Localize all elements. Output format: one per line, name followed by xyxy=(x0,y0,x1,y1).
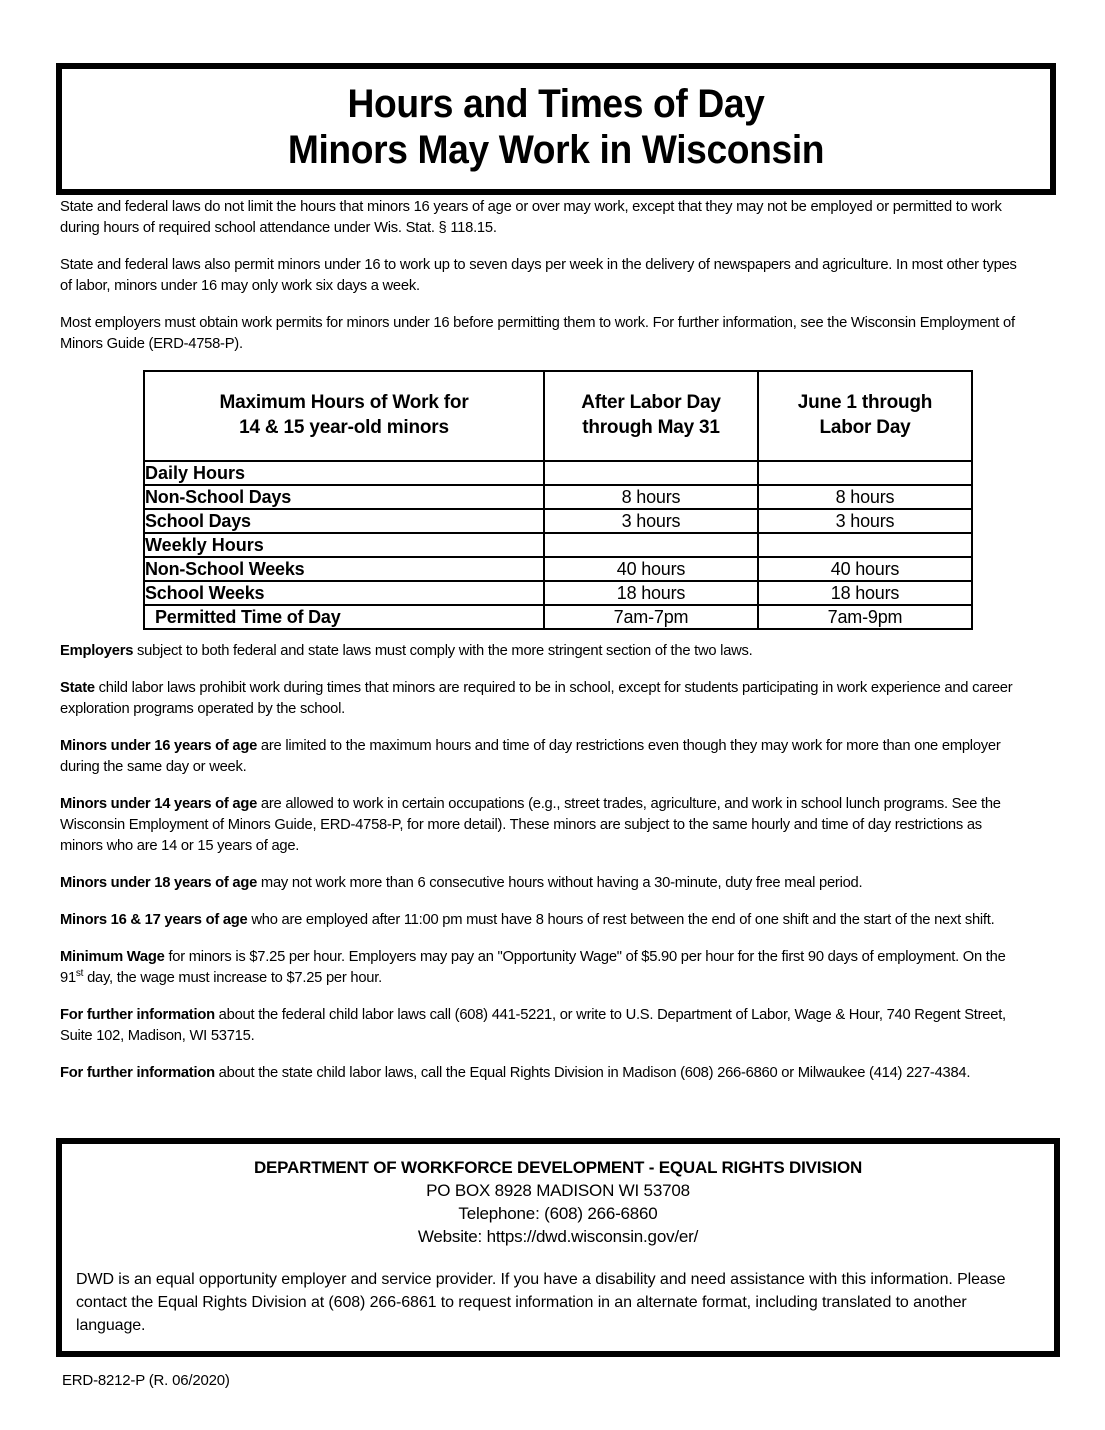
table-cell-june-labor-day: 40 hours xyxy=(758,557,972,581)
paragraph-lead: State xyxy=(60,679,95,696)
footer-address: PO BOX 8928 MADISON WI 53708 xyxy=(426,1181,690,1200)
table-cell-after-labor-day: 7am-7pm xyxy=(544,605,758,629)
footer-website: Website: https://dwd.wisconsin.gov/er/ xyxy=(417,1227,699,1246)
title-box xyxy=(56,63,1056,195)
paragraph-lead: For further information xyxy=(60,1064,215,1081)
table-header-june-labor-day-line1: June 1 through xyxy=(797,392,933,413)
table-cell-label: Non-School Days xyxy=(144,485,544,509)
paragraph-lead: For further information xyxy=(60,1006,215,1023)
paragraph-text: child labor laws prohibit work during times that minors are required to be in school, except for students participating in work experience and career exploration programs operated by the school. xyxy=(60,679,1013,717)
table-cell-label: Permitted Time of Day xyxy=(144,605,544,629)
body-paragraph-minors-under-16 xyxy=(60,735,1026,777)
table-header-after-labor-day-line1: After Labor Day xyxy=(581,392,721,413)
ordinal-suffix: st xyxy=(75,967,84,979)
intro-paragraph-3: Most employers must obtain work permits for minors under 16 before permitting them to work. For further information, see the Wisconsin Employment of Minors Guide (ERD-4758-P). xyxy=(60,314,1015,352)
table-cell-june-labor-day xyxy=(758,461,972,485)
table-row xyxy=(144,485,972,509)
paragraph-lead: Minors under 16 years of age xyxy=(60,737,258,754)
paragraph-lead: Employers xyxy=(60,642,134,659)
intro-paragraph-2: State and federal laws also permit minors under 16 to work up to seven days per week in the delivery of newspapers and agriculture. In most other types of labor, minors under 16 may only work six days a week. xyxy=(60,256,1017,294)
footer-agency-heading: DEPARTMENT OF WORKFORCE DEVELOPMENT - EQUAL RIGHTS DIVISION xyxy=(253,1158,863,1177)
footer-box xyxy=(56,1138,1060,1357)
paragraph-text: are allowed to work in certain occupations (e.g., street trades, agriculture, and work in school lunch programs. See the Wisconsin Employment of Minors Guide, ERD-4758-P, for more detail). These minors are subject to the same hourly and time of day restrictions as minors who are 14 or 15 years of age. xyxy=(60,795,1001,854)
table-header-category-line2: 14 & 15 year-old minors xyxy=(239,417,449,438)
body-paragraph-minors-under-14 xyxy=(60,793,1026,856)
paragraph-text: who are employed after 11:00 pm must have 8 hours of rest between the end of one shift and the start of the next shift. xyxy=(247,911,995,928)
table-section-weekly-hours: Weekly Hours xyxy=(145,535,264,558)
table-header-after-labor-day-line2: through May 31 xyxy=(582,417,720,438)
table-cell-june-labor-day: 3 hours xyxy=(758,509,972,533)
table-cell-after-labor-day xyxy=(544,533,758,557)
body-paragraph-state xyxy=(60,677,1026,719)
table-cell-june-labor-day xyxy=(758,533,972,557)
paragraph-lead: Minors under 14 years of age xyxy=(60,795,258,812)
page-title-line-1: Hours and Times of Day xyxy=(347,82,765,126)
table-row xyxy=(144,461,972,485)
table-header-june-labor-day xyxy=(758,371,972,461)
table-header-category-line1: Maximum Hours of Work for xyxy=(219,392,469,413)
paragraph-text-continued: day, the wage must increase to $7.25 per hour. xyxy=(83,969,382,986)
paragraph-text: about the federal child labor laws call (608) 441-5221, or write to U.S. Department of Labor, Wage & Hour, 740 Regent Street, Suite 102, Madison, WI 53715. xyxy=(60,1006,1006,1044)
table-cell-after-labor-day: 3 hours xyxy=(544,509,758,533)
table-cell-after-labor-day xyxy=(544,461,758,485)
table-cell-after-labor-day: 40 hours xyxy=(544,557,758,581)
table-row xyxy=(144,533,972,557)
body-paragraph-state-contact xyxy=(60,1062,1026,1083)
table-cell-label: School Weeks xyxy=(144,581,544,605)
table-header-row xyxy=(144,371,972,461)
footer-telephone: Telephone: (608) 266-6860 xyxy=(458,1204,658,1223)
paragraph-lead: Minors 16 & 17 years of age xyxy=(60,911,248,928)
table-cell-after-labor-day: 8 hours xyxy=(544,485,758,509)
table-row xyxy=(144,557,972,581)
table-cell-label xyxy=(144,461,544,485)
page-title-line-2: Minors May Work in Wisconsin xyxy=(287,128,825,172)
form-number: ERD-8212-P (R. 06/2020) xyxy=(62,1372,230,1389)
document-body xyxy=(60,196,1056,1099)
table-cell-june-labor-day: 7am-9pm xyxy=(758,605,972,629)
body-paragraph-minors-16-17 xyxy=(60,909,1026,930)
paragraph-text: subject to both federal and state laws must comply with the more stringent section of the two laws. xyxy=(133,642,753,659)
table-cell-june-labor-day: 18 hours xyxy=(758,581,972,605)
table-cell-label: Non-School Weeks xyxy=(144,557,544,581)
table-section-daily-hours: Daily Hours xyxy=(145,463,245,486)
footer-accessibility-note: DWD is an equal opportunity employer and service provider. If you have a disability and need assistance with this information. Please contact the Equal Rights Division at (608) 266-6861 to request information in an alternate format, including translated to another language. xyxy=(76,1271,1006,1334)
table-cell-label xyxy=(144,533,544,557)
body-paragraph-federal-contact xyxy=(60,1004,1026,1046)
paragraph-lead: Minimum Wage xyxy=(60,948,165,965)
maximum-hours-table xyxy=(143,370,973,630)
table-row xyxy=(144,605,972,629)
paragraph-text: for minors is $7.25 per hour. Employers may pay an "Opportunity Wage" of $5.90 per hour for the first 90 days of employment. On the 91 xyxy=(60,948,1006,986)
table-header-june-labor-day-line2: Labor Day xyxy=(819,417,911,438)
table-header-category xyxy=(144,371,544,461)
footer-agency-block xyxy=(76,1156,1040,1248)
table-row xyxy=(144,581,972,605)
paragraph-text: are limited to the maximum hours and time of day restrictions even though they may work for more than one employer during the same day or week. xyxy=(60,737,1001,775)
table-cell-june-labor-day: 8 hours xyxy=(758,485,972,509)
body-paragraph-employers xyxy=(60,640,1026,661)
paragraph-lead: Minors under 18 years of age xyxy=(60,874,258,891)
paragraph-text: about the state child labor laws, call the Equal Rights Division in Madison (608) 266-6860 or Milwaukee (414) 227-4384. xyxy=(214,1064,971,1081)
paragraph-text: may not work more than 6 consecutive hours without having a 30-minute, duty free meal period. xyxy=(257,874,863,891)
table-cell-label: School Days xyxy=(144,509,544,533)
body-paragraph-minors-under-18 xyxy=(60,872,1026,893)
table-row xyxy=(144,509,972,533)
table-header-after-labor-day xyxy=(544,371,758,461)
table-cell-after-labor-day: 18 hours xyxy=(544,581,758,605)
intro-paragraph-1: State and federal laws do not limit the hours that minors 16 years of age or over may work, except that they may not be employed or permitted to work during hours of required school attendance under Wis. Stat. § 118.15. xyxy=(60,198,1002,236)
body-paragraph-minimum-wage xyxy=(60,946,1026,988)
